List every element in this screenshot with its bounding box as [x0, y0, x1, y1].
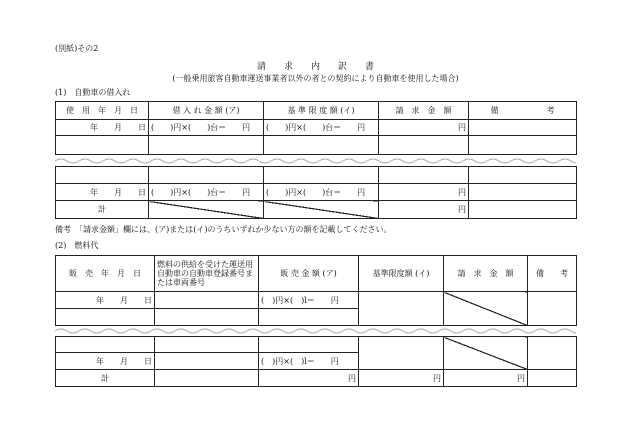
row-date: 年 月 日: [56, 292, 155, 309]
section1-break-line: [55, 157, 576, 165]
col-header-limit: 基 準 限 度 額 (イ): [264, 102, 379, 120]
row-date: 年 月 日: [56, 353, 155, 370]
row-date: 年 月 日: [56, 184, 149, 201]
total-claim-yen: 円: [444, 370, 528, 387]
row-empty-date: [56, 337, 155, 353]
total-remarks: [528, 370, 577, 387]
section2-table-lower: [55, 336, 577, 387]
row-limit-formula: ( )円×( )台＝ 円: [264, 184, 379, 201]
col-header-sales-date: 販 売 年 月 日: [56, 256, 155, 292]
row-limit: [359, 337, 444, 370]
total-borrow-slash: [149, 201, 264, 219]
total-limit-slash: [264, 201, 379, 219]
row-empty-limit: [264, 167, 379, 184]
col-header-sales-amount: 販 売 金 額 (ア): [259, 256, 359, 292]
row-vehicle: [155, 353, 259, 370]
row-remarks-empty: [469, 136, 577, 155]
row-date-empty: [56, 309, 155, 326]
row-empty-remarks: [469, 167, 577, 184]
col-header-limit: 基準限度額 (イ): [359, 256, 444, 292]
row-claim-empty: [379, 136, 469, 155]
col-header-remarks: 備 考: [469, 102, 577, 120]
row-empty-claim: [379, 167, 469, 184]
section2-break-line: [55, 327, 576, 335]
row-empty-date: [56, 167, 149, 184]
total-label: 計: [56, 370, 155, 387]
col-header-claim: 請 求 金 額: [444, 256, 528, 292]
row-claim-yen: 円: [379, 120, 469, 136]
row-date-empty: [56, 136, 149, 155]
section1-table-upper: [55, 101, 577, 155]
section2-heading: (2) 燃料代: [55, 241, 99, 250]
row-remarks: [528, 292, 577, 326]
row-empty-borrow: [149, 167, 264, 184]
col-header-date: 使 用 年 月 日: [56, 102, 149, 120]
total-limit-yen: 円: [359, 370, 444, 387]
row-remarks: [469, 120, 577, 136]
row-empty-vehicle: [155, 337, 259, 353]
row-remarks: [469, 184, 577, 201]
section2-table-upper: [55, 255, 577, 326]
total-vehicle: [155, 370, 259, 387]
row-claim-slash: [444, 292, 528, 326]
row-claim-yen: 円: [379, 184, 469, 201]
total-remarks: [469, 201, 577, 219]
row-date: 年 月 日: [56, 120, 149, 136]
document-title: 請 求 内 訳 書: [256, 62, 374, 72]
col-header-remarks: 備 考: [528, 256, 577, 292]
row-borrow-formula: ( )円×( )台＝ 円: [149, 120, 264, 136]
col-header-borrow: 借 入 れ 金 額 (ア): [149, 102, 264, 120]
row-limit-empty: [264, 136, 379, 155]
col-header-vehicle: 燃料の供給を受けた運送用自動車の自動車登録番号または車両番号: [155, 256, 259, 292]
col-header-claim: 請 求 金 額: [379, 102, 469, 120]
row-sales-formula: ( )円×( )l＝ 円: [259, 292, 359, 309]
row-limit-formula: ( )円×( )台＝ 円: [264, 120, 379, 136]
row-sales-empty: [259, 309, 359, 326]
document-subtitle: (一般乗用旅客自動車運送事業者以外の者との契約により自動車を使用した場合): [172, 74, 459, 83]
row-vehicle: [155, 292, 259, 309]
section1-heading: (1) 自動車の借入れ: [55, 88, 131, 97]
total-sales-yen: 円: [259, 370, 359, 387]
row-limit: [359, 292, 444, 326]
total-label: 計: [56, 201, 149, 219]
total-claim-yen: 円: [379, 201, 469, 219]
row-borrow-formula: ( )円×( )台＝ 円: [149, 184, 264, 201]
section1-table-lower: [55, 166, 577, 219]
row-vehicle-empty: [155, 309, 259, 326]
row-remarks: [528, 337, 577, 370]
row-claim-slash: [444, 337, 528, 370]
row-empty-sales: [259, 337, 359, 353]
attachment-label: (別紙)その2: [55, 44, 99, 53]
row-sales-formula: ( )円×( )l＝ 円: [259, 353, 359, 370]
section1-note: 備考 「請求金額」欄には、(ア)または(イ)のうちいずれか少ない方の額を記載してください。: [55, 225, 392, 234]
row-borrow-empty: [149, 136, 264, 155]
